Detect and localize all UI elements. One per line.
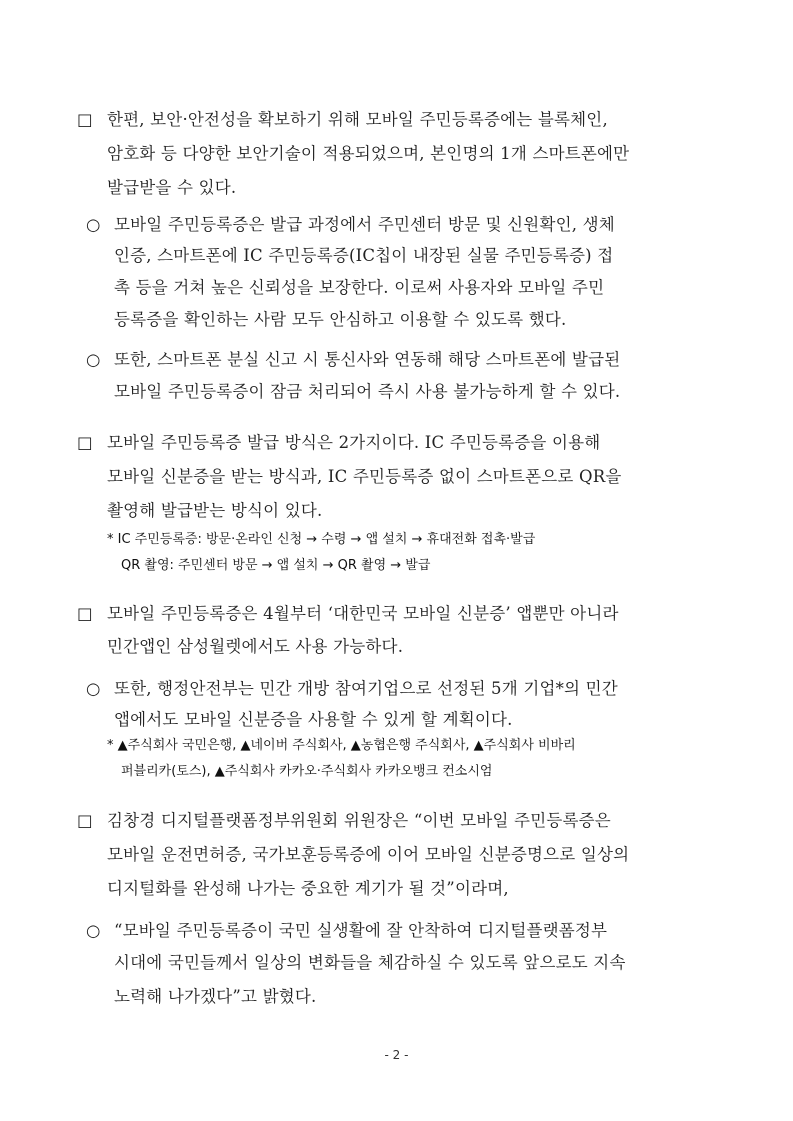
text-line: 한편, 보안·안전성을 확보하기 위해 모바일 주민등록증에는 블록체인, [107, 110, 608, 129]
note-line: * ▲주식회사 국민은행, ▲네이버 주식회사, ▲농협은행 주식회사, ▲주식회사 비바리 [107, 738, 576, 753]
text-line: 노력해 나가겠다”고 밝혔다. [114, 987, 317, 1006]
bullet-circle: ○ [86, 350, 101, 369]
text-line: 모바일 주민등록증은 4월부터 ‘대한민국 모바일 신분증’ 앱뿐만 아니라 [107, 604, 619, 623]
bullet-square: □ [77, 604, 93, 623]
bullet-square: □ [77, 433, 93, 452]
text-line: 김창경 디지털플랫폼정부위원회 위원장은 “이번 모바일 주민등록증은 [107, 811, 611, 830]
text-line: 모바일 주민등록증이 잠금 처리되어 즉시 사용 불가능하게 할 수 있다. [114, 382, 621, 401]
note-line: * IC 주민등록증: 방문·온라인 신청 → 수령 → 앱 설치 → 휴대전화 접촉·발급 [107, 532, 536, 547]
bullet-circle: ○ [86, 921, 101, 940]
note-line: 퍼블리카(토스), ▲주식회사 카카오·주식회사 카카오뱅크 컨소시엄 [121, 764, 493, 779]
text-line: 모바일 신분증을 받는 방식과, IC 주민등록증 없이 스마트폰으로 QR을 [107, 467, 622, 486]
page-number: - 2 - [384, 1048, 409, 1062]
text-line: “모바일 주민등록증이 국민 실생활에 잘 안착하여 디지털플랫폼정부 [114, 921, 608, 940]
text-line: 암호화 등 다양한 보안기술이 적용되었으며, 본인명의 1개 스마트폰에만 [107, 144, 630, 163]
text-line: 촬영해 발급받는 방식이 있다. [107, 501, 323, 520]
text-line: 또한, 행정안전부는 민간 개방 참여기업으로 선정된 5개 기업*의 민간 [114, 679, 618, 698]
text-line: 앱에서도 모바일 신분증을 사용할 수 있게 할 계획이다. [114, 710, 513, 729]
text-line: 모바일 운전면허증, 국가보훈등록증에 이어 모바일 신분증명으로 일상의 [107, 845, 630, 864]
text-line: 또한, 스마트폰 분실 신고 시 통신사와 연동해 해당 스마트폰에 발급된 [114, 350, 621, 369]
text-line: 디지털화를 완성해 나가는 중요한 계기가 될 것”이라며, [107, 879, 509, 898]
bullet-square: □ [77, 811, 93, 830]
text-line: 촉 등을 거쳐 높은 신뢰성을 보장한다. 이로써 사용자와 모바일 주민 [114, 278, 605, 297]
text-line: 모바일 주민등록증은 발급 과정에서 주민센터 방문 및 신원확인, 생체 [114, 215, 615, 234]
text-line: 발급받을 수 있다. [107, 178, 237, 197]
note-line: QR 촬영: 주민센터 방문 → 앱 설치 → QR 촬영 → 발급 [121, 558, 431, 573]
text-line: 모바일 주민등록증 발급 방식은 2가지이다. IC 주민등록증을 이용해 [107, 433, 601, 452]
text-line: 민간앱인 삼성월렛에서도 사용 가능하다. [107, 637, 404, 656]
bullet-circle: ○ [86, 215, 101, 234]
text-line: 인증, 스마트폰에 IC 주민등록증(IC칩이 내장된 실물 주민등록증) 접 [114, 246, 614, 265]
bullet-square: □ [77, 110, 93, 129]
bullet-circle: ○ [86, 679, 101, 698]
text-line: 등록증을 확인하는 사람 모두 안심하고 이용할 수 있도록 했다. [114, 310, 567, 329]
text-line: 시대에 국민들께서 일상의 변화들을 체감하실 수 있도록 앞으로도 지속 [114, 953, 626, 972]
